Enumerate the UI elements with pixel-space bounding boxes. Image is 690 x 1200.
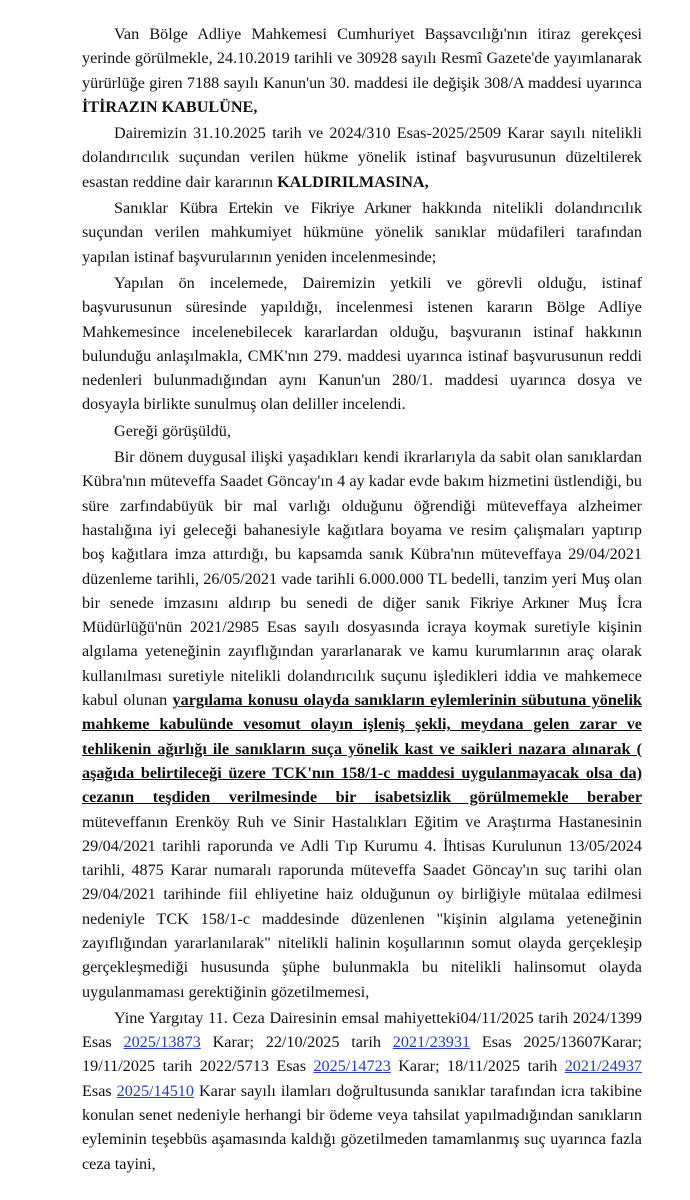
- paragraph-preliminary-review: [82, 271, 642, 417]
- paragraph-text: Karar; 22/10/2025 tarih: [212, 1033, 381, 1052]
- case-link[interactable]: 2025/14510: [116, 1081, 194, 1100]
- paragraph-text: Bir dönem duygusal ilişki yaşadıkları kendi ikrarlarıyla da sabit olan sanıklardan Kübra'nın müteveffa Saadet Göncay'ın 4 ay kadar evde bakım hizmetini üstlendiği, bu süre zarfındabüyük bir mal varlığı olduğunu öğrendiği müteveffaya alzheimer hastalığına iyi geleceği bahanesiyle kağıtlara boyama ve resim çalışmaları yaptırıp boş kağıtlara imza attırdığı, bu kapsamda sanık Kübra'nın müteveffaya 29/04/2021 düzenleme tarihli, 26/05/2021 vade tarihli 6.000.000 TL bedelli, tanzim yeri Muş olan bir senede imzasını aldırıp bu senedi de diğer sanık: [82, 448, 642, 612]
- paragraph-text: ve: [283, 199, 300, 218]
- redacted-name: Fikriye Arkıner: [310, 199, 411, 218]
- paragraph-text: Esas 2025/13607Karar; 19/11/2025 tarih 2022/5713 Esas: [82, 1033, 643, 1076]
- paragraph-text: Dairemizin 31.10.2025 tarih ve 2024/310 Esas-2025/2509 Karar sayılı nitelikli dolandırıcılık suçundan verilen hükme yönelik istinaf başvurusunun düzeltilerek esastan reddine dair kararının: [82, 124, 642, 191]
- paragraph-text: Sanıklar: [114, 199, 168, 218]
- paragraph-objection: [82, 22, 642, 119]
- paragraph-text: Karar; 18/11/2025 tarih: [398, 1057, 558, 1076]
- paragraph-text: Esas: [82, 1081, 112, 1100]
- paragraph-text: hakkında nitelikli dolandırıcılık suçundan verilen mahkumiyet hükmüne yönelik sanıklar müdafileri tarafından yapılan istinaf başvurularının yeniden incelenmesinde;: [82, 199, 643, 266]
- paragraph-text: Muş İcra Müdürlüğü'nün 2021/2985 Esas sayılı dosyasında icraya koymak suretiyle kişinin algılama yeteneğinin zayıflığından yararlanarak ve kamu kurumlarının araç olarak kullanılması suretiyle nitelikli dolandırıcılık suçunu işledikleri iddia ve mahkemece kabul olunan: [82, 593, 643, 710]
- underlined-bold-text: yargılama konusu olayda sanıkların eylemlerinin sübutuna yönelik mahkeme kabulünde vesomut olayın işleniş şekli, meydana gelen zarar ve tehlikenin ağırlığı ile sanıkların suça yönelik kast ve saikleri nazara alınarak ( aşağıda belirtileceği üzere TCK'nın 158/1-c maddesi uygulanmayacak olsa da) cezanın teşdiden verilmesinde bir isabetsizlik görülmemekle beraber: [82, 691, 642, 807]
- paragraph-text: Yapılan ön incelemede, Dairemizin yetkili ve görevli olduğu, istinaf başvurusunun süresinde yapıldığı, incelenmesi istenen kararın Bölge Adliye Mahkemesince incelenebilecek kararlardan olduğu, başvuranın istinaf hakkının bulunduğu anlaşılmakla, CMK'nın 279. maddesi uyarınca istinaf başvurusunun reddi nedenleri bulunmadığından aynı Kanun'un 280/1. maddesi uyarınca dosya ve dosyayla birlikte sunulmuş olan deliller incelendi.: [82, 273, 642, 414]
- paragraph-text: Gereği görüşüldü,: [114, 421, 231, 440]
- paragraph-text: Karar sayılı ilamları doğrultusunda sanıklar tarafından icra takibine konulan senet nedeniyle herhangi bir ödeme veya tahsilat yapılmadığından sanıkların eyleminin teşebbüs aşamasında kaldığı gözetilmeden tamamlanmış suç uyarınca fazla ceza tayini,: [82, 1081, 642, 1173]
- paragraph-text: Yine Yargıtay 11. Ceza Dairesinin emsal mahiyetteki04/11/2025 tarih 2024/1399 Esas: [82, 1008, 642, 1052]
- redacted-name: Fikriye Arkıner: [469, 593, 569, 612]
- paragraph-defendants: [82, 196, 642, 269]
- ruling-bold-text: KALDIRILMASINA,: [277, 172, 429, 191]
- redacted-name: Kübra Ertekin: [179, 199, 273, 218]
- ruling-bold-text: İTİRAZIN KABULÜNE,: [82, 97, 258, 116]
- paragraph-precedents: [82, 1006, 642, 1176]
- case-link[interactable]: 2021/24937: [564, 1057, 643, 1076]
- case-link[interactable]: 2021/23931: [392, 1033, 471, 1052]
- paragraph-facts: [82, 445, 642, 1004]
- paragraph-deliberation: [82, 419, 642, 443]
- paragraph-text: müteveffanın Erenköy Ruh ve Sinir Hastalıkları Eğitim ve Araştırma Hastanesinin 29/04/2021 tarihli raporunda ve Adli Tıp Kurumu 4. İhtisas Kurulunun 13/05/2024 tarihli, 4875 Karar numaralı raporunda müteveffa Saadet Göncay'ın suç tarihi olan 29/04/2021 tarihinde fiil ehliyetine haiz olduğunun oy birliğiyle mütalaa edilmesi nedeniyle TCK 158/1-c maddesinde düzenlenen "kişinin algılama yeteneğinin zayıflığından yararlanılarak" nitelikli halinin koşullarının somut olayda gerçekleşip gerçekleşmediği hususunda şüphe bulunmakla bu nitelikli halinsomut olayda uygulanmaması gerektiğinin gözetilmemesi,: [82, 812, 642, 1001]
- case-link[interactable]: 2025/13873: [123, 1033, 201, 1052]
- case-link[interactable]: 2025/14723: [313, 1057, 391, 1076]
- paragraph-text: Van Bölge Adliye Mahkemesi Cumhuriyet Başsavcılığı'nın itiraz gerekçesi yerinde görülmekle, 24.10.2019 tarihli ve 30928 sayılı Resmî Gazete'de yayımlanarak yürürlüğe giren 7188 sayılı Kanun'un 30. maddesi ile değişik 308/A maddesi uyarınca: [82, 25, 642, 92]
- paragraph-previous-decision: [82, 121, 642, 194]
